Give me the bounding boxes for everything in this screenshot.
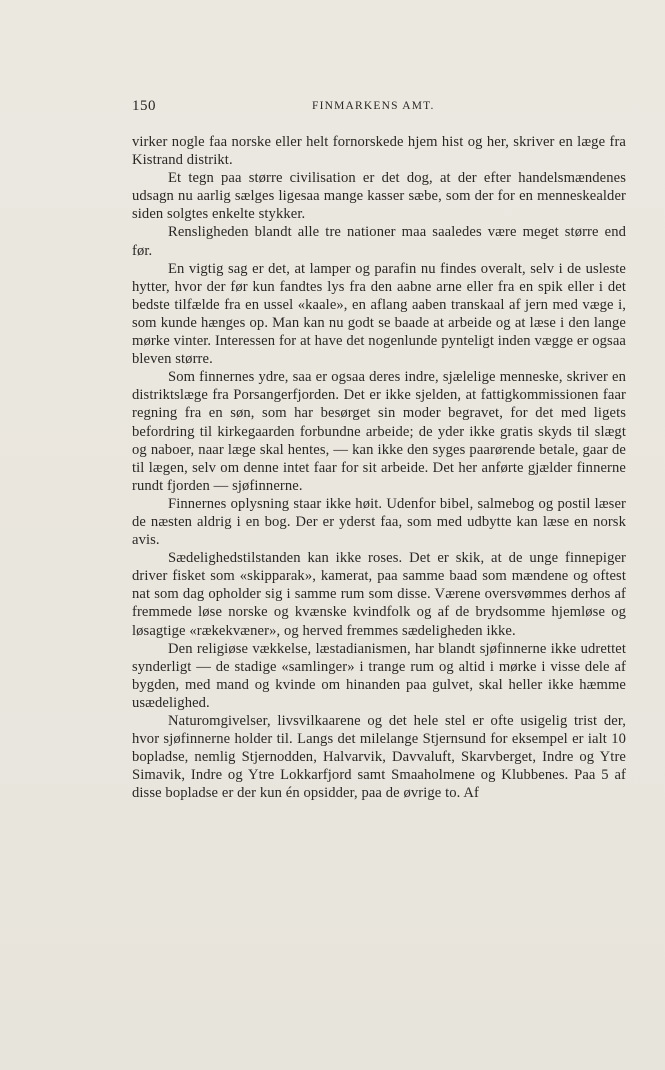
page-number: 150 — [132, 98, 156, 114]
paragraph: Den religiøse vækkelse, læstadianismen, har blandt sjøfinnerne ikke udrettet synderligt — de stadige «samlinger» i trange rum og altid i mørke i visse dele af bygden, med mand og kvinde om hinanden paa gulvet, skal heller ikke hæmme usædelighed. — [132, 640, 626, 711]
page-header — [132, 98, 626, 116]
paragraph: Som finnernes ydre, saa er ogsaa deres indre, sjælelige menneske, skriver en distriktslæge fra Porsangerfjorden. Det er ikke sjelden, at fattigkommissionen faar regning fra en søn, som har besørget sin moder begravet, for det med ligets befordring til kirkegaarden forbundne arbeide; de yder ikke gratis skyds til slægt og naboer, naar læge skal hentes, — kan ikke den syges paarørende betale, gaar de til lægen, selv om denne intet faar for sit arbeide. Det her anførte gjælder finnerne rundt fjorden — sjøfinnerne. — [132, 369, 626, 494]
paragraph: En vigtig sag er det, at lamper og parafin nu findes overalt, selv i de usleste hytter, hvor der før kun fandtes lys fra den aabne arne eller fra en spik eller i det bedste tilfælde fra en ussel «kaale», en aflang aaben transkaal af jern med væge i, som kunde hænges op. Man kan nu godt se baade at arbeide og at læse i den lange mørke vinter. Interessen for at have det nogenlunde pynteligt inden vægge er ogsaa bleven større. — [132, 260, 626, 368]
paragraph: Finnernes oplysning staar ikke høit. Udenfor bibel, salmebog og postil læser de næsten aldrig i en bog. Der er yderst faa, som med udbytte kan læse en norsk avis. — [132, 495, 626, 549]
paragraph: Et tegn paa større civilisation er det dog, at der efter handelsmændenes udsagn nu aarlig sælges ligesaa mange kasser sæbe, som der for en menneskealder siden solgtes enkelte stykker. — [132, 170, 626, 223]
running-title: FINMARKENS AMT. — [312, 100, 435, 112]
paragraph: Naturomgivelser, livsvilkaarene og det hele stel er ofte usigelig trist der, hvor sjøfinnerne holder til. Langs det milelange Stjernsund for eksempel er ialt 10 bopladse, nemlig Stjernodden, Halvarvik, Davvaluft, Skarvberget, Indre og Ytre Simavik, Indre og Ytre Lokkarfjord samt Smaaholmene og Klubbenes. Paa 5 af disse bopladse er der kun én opsidder, paa de øvrige to. Af — [132, 713, 626, 802]
paragraph: Rensligheden blandt alle tre nationer maa saaledes være meget større end før. — [132, 224, 626, 259]
body-text — [132, 133, 626, 802]
paragraph-continuation: virker nogle faa norske eller helt fornorskede hjem hist og her, skriver en læge fra Kistrand distrikt. — [132, 134, 626, 169]
paragraph: Sædelighedstilstanden kan ikke roses. Det er skik, at de unge finnepiger driver fisket som «skipparak», kamerat, paa samme baad som mændene og oftest nat som dag opholder sig i samme rum som disse. Værene oversvømmes derhos af fremmede løse norske og kvænske kvindfolk og af de brydsomme hjemløse og løsagtige «rækekvæner», og herved fremmes sædeligheden ikke. — [132, 550, 626, 639]
